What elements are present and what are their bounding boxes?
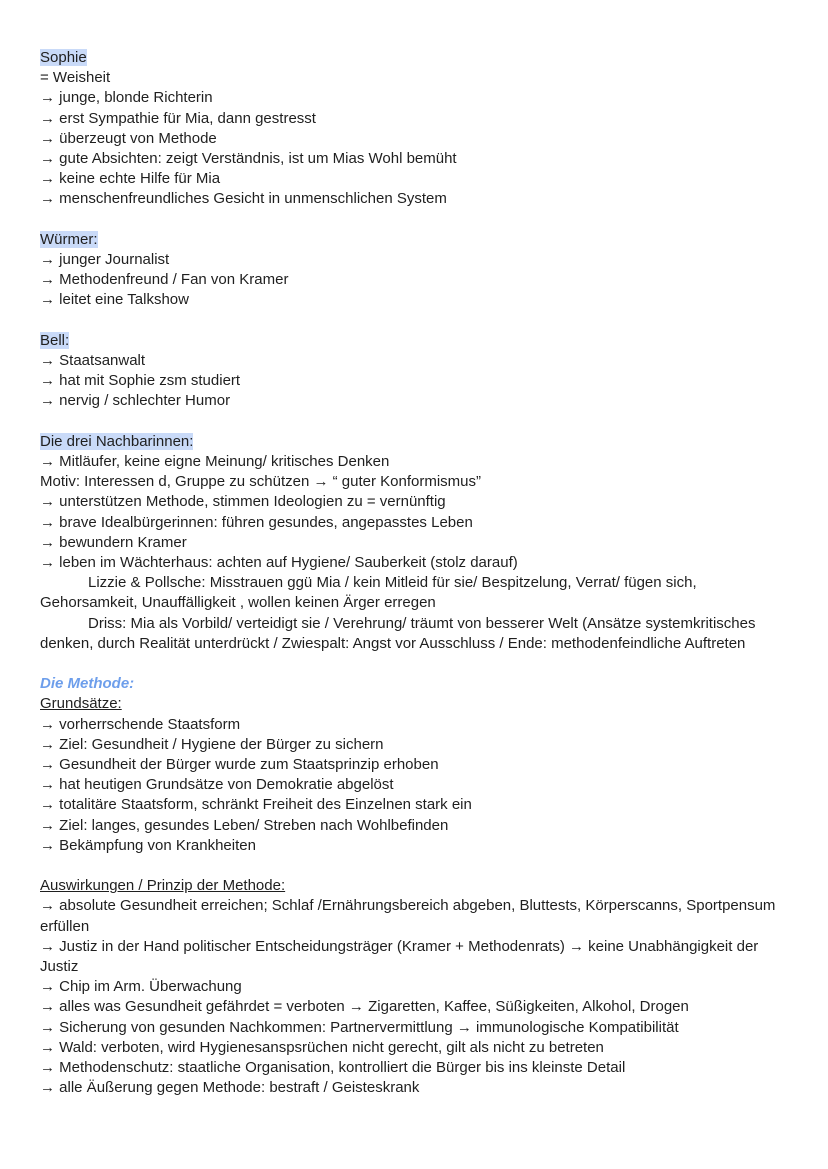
bell-line: → hat mit Sophie zsm studiert	[40, 372, 241, 390]
grundsatz-line: → Bekämpfung von Krankheiten	[40, 836, 256, 854]
sophie-line: → menschenfreundliches Gesicht in unmenschlichen System	[40, 190, 447, 208]
auswirkung-line: → Justiz in der Hand politischer Entscheidungsträger (Kramer + Methodenrats) → keine Unabhängigkeit der Justiz	[40, 937, 759, 976]
nachbarinnen-line: → Mitläufer, keine eigne Meinung/ kritisches Denken	[40, 453, 390, 471]
bell-line: → Staatsanwalt	[40, 352, 146, 370]
section-sophie	[40, 48, 792, 210]
sophie-line: → überzeugt von Methode	[40, 129, 217, 147]
nachbarinnen-line: → leben im Wächterhaus: achten auf Hygiene/ Sauberkeit (stolz darauf)	[40, 554, 518, 572]
document-page	[40, 48, 792, 1098]
auswirkung-line: → alles was Gesundheit gefährdet = verboten → Zigaretten, Kaffee, Süßigkeiten, Alkohol, Drogen	[40, 998, 689, 1016]
spacer	[40, 311, 792, 331]
auswirkung-line: → Sicherung von gesunden Nachkommen: Partnervermittlung → immunologische Kompatibilität	[40, 1018, 679, 1036]
heading-methode: Die Methode:	[40, 675, 135, 693]
sophie-line: → keine echte Hilfe für Mia	[40, 170, 221, 188]
heading-nachbarinnen: Die drei Nachbarinnen:	[40, 432, 194, 450]
nachbarinnen-line: Motiv: Interessen d, Gruppe zu schützen → “ guter Konformismus”	[40, 473, 482, 491]
bell-line: → nervig / schlechter Humor	[40, 392, 231, 410]
auswirkung-line: → Chip im Arm. Überwachung	[40, 978, 242, 996]
spacer	[40, 412, 792, 432]
section-bell	[40, 331, 792, 412]
auswirkung-line: → Wald: verboten, wird Hygienesanspsrüchen nicht gerecht, gilt als nicht zu betreten	[40, 1038, 604, 1056]
sophie-line: → erst Sympathie für Mia, dann gestresst	[40, 109, 316, 127]
section-wuermer	[40, 230, 792, 311]
section-nachbarinnen	[40, 432, 792, 654]
subheading-grundsaetze: Grundsätze:	[40, 695, 122, 713]
heading-sophie: Sophie	[40, 49, 87, 66]
auswirkung-line: → Methodenschutz: staatliche Organisation, kontrolliert die Bürger bis ins kleinste Detail	[40, 1059, 626, 1077]
wuermer-line: → leitet eine Talkshow	[40, 291, 189, 309]
wuermer-line: → junger Journalist	[40, 251, 170, 269]
sophie-line: → junge, blonde Richterin	[40, 89, 213, 107]
nachbarinnen-line: → brave Idealbürgerinnen: führen gesundes, angepasstes Leben	[40, 513, 473, 531]
grundsatz-line: → totalitäre Staatsform, schränkt Freiheit des Einzelnen stark ein	[40, 796, 472, 814]
section-methode	[40, 674, 792, 1098]
nachbarinnen-driss-paragraph: Driss: Mia als Vorbild/ verteidigt sie / Verehrung/ träumt von besserer Welt (Ansätze systemkritisches denken, durch Realität unterdrückt / Zwiespalt: Angst vor Ausschluss / Ende: methodenfeindliche Auftreten	[40, 614, 756, 652]
wuermer-line: → Methodenfreund / Fan von Kramer	[40, 271, 289, 289]
nachbarinnen-line: → unterstützen Methode, stimmen Ideologien zu = vernünftig	[40, 493, 446, 511]
spacer	[40, 856, 792, 876]
heading-wuermer: Würmer:	[40, 230, 98, 248]
sophie-line: = Weisheit	[40, 69, 111, 87]
nachbarinnen-line: → bewundern Kramer	[40, 533, 187, 551]
nachbarinnen-lizzie-paragraph: Lizzie & Pollsche: Misstrauen ggü Mia / kein Mitleid für sie/ Bespitzelung, Verrat/ fügen sich, Gehorsamkeit, Unauffälligkeit , wollen keinen Ärger erregen	[40, 574, 697, 612]
grundsatz-line: → vorherrschende Staatsform	[40, 715, 241, 733]
heading-bell: Bell:	[40, 331, 70, 349]
auswirkung-line: → absolute Gesundheit erreichen; Schlaf /Ernährungsbereich abgeben, Bluttests, Körperscanns, Sportpensum erfüllen	[40, 897, 776, 935]
grundsatz-line: → Ziel: Gesundheit / Hygiene der Bürger zu sichern	[40, 735, 384, 753]
subheading-auswirkungen: Auswirkungen / Prinzip der Methode:	[40, 877, 286, 895]
sophie-line: → gute Absichten: zeigt Verständnis, ist um Mias Wohl bemüht	[40, 150, 457, 168]
grundsatz-line: → hat heutigen Grundsätze von Demokratie abgelöst	[40, 776, 394, 794]
spacer	[40, 654, 792, 674]
grundsatz-line: → Gesundheit der Bürger wurde zum Staatsprinzip erhoben	[40, 756, 439, 774]
spacer	[40, 210, 792, 230]
auswirkung-line: → alle Äußerung gegen Methode: bestraft / Geisteskrank	[40, 1079, 420, 1097]
grundsatz-line: → Ziel: langes, gesundes Leben/ Streben nach Wohlbefinden	[40, 816, 449, 834]
